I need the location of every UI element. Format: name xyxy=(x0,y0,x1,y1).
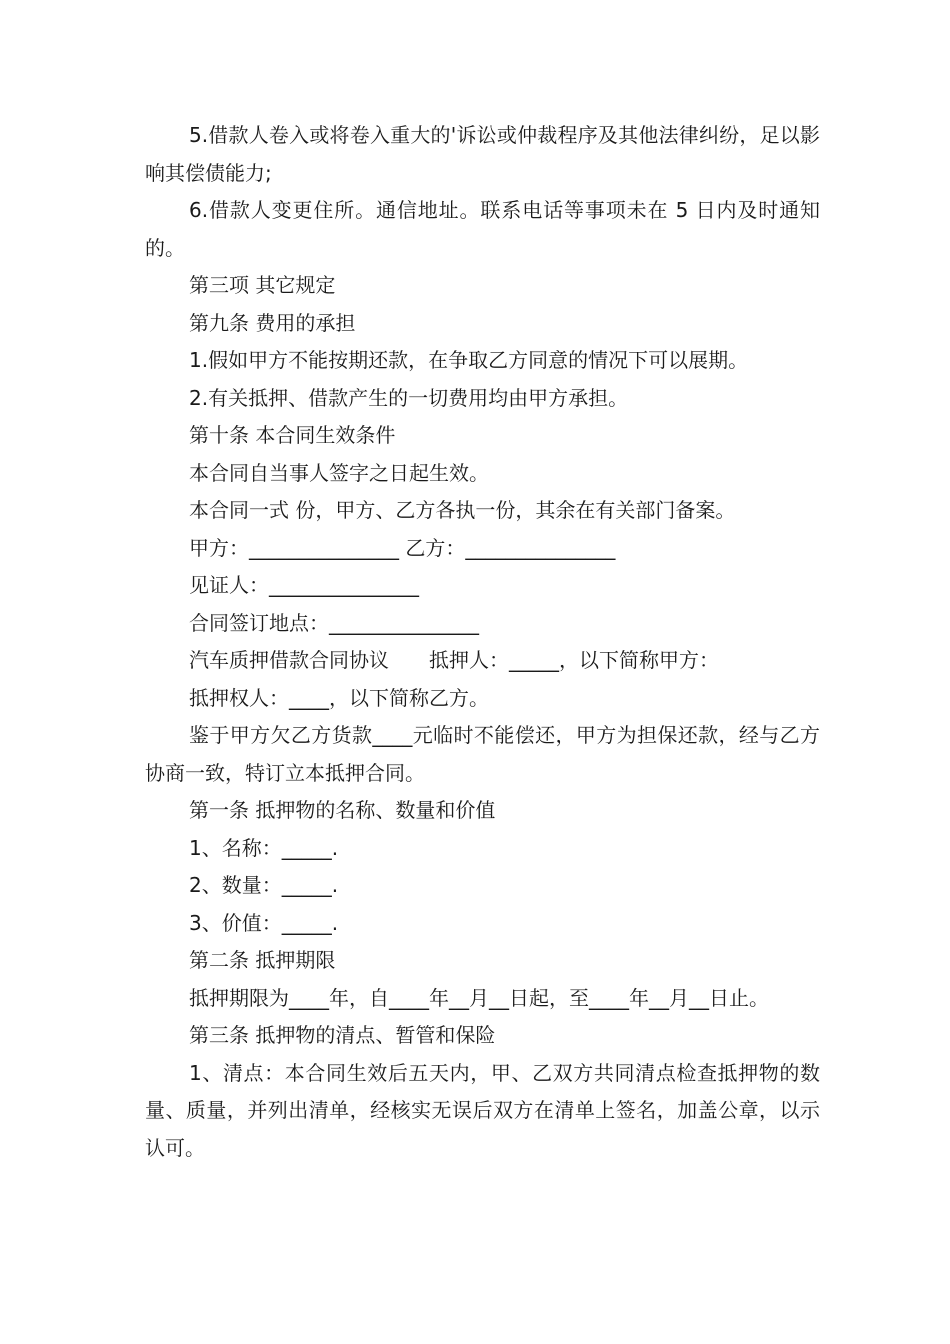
paragraph: 抵押期限为____年，自____年__月__日起，至____年__月__日止。 xyxy=(189,985,769,1010)
paragraph: 6.借款人变更住所。通信地址。联系电话等事项未在 5 日内及时通知的。 xyxy=(145,198,820,260)
article-heading: 第九条 费用的承担 xyxy=(189,310,356,335)
contract-title-line: 汽车质押借款合同协议 抵押人：_____，以下简称甲方： xyxy=(189,648,719,672)
paragraph: 本合同一式 份，甲方、乙方各执一份，其余在有关部门备案。 xyxy=(189,498,736,522)
section-heading: 第三项 其它规定 xyxy=(189,273,336,297)
signature-line: 甲方：_______________ 乙方：_______________ xyxy=(189,535,616,560)
mortgagee-line: 抵押权人：____，以下简称乙方。 xyxy=(189,685,489,710)
witness-line: 见证人：_______________ xyxy=(189,573,419,597)
article-heading: 第一条 抵押物的名称、数量和价值 xyxy=(189,798,496,822)
list-item: 3、价值：_____. xyxy=(189,910,339,935)
article-heading: 第三条 抵押物的清点、暂管和保险 xyxy=(189,1023,496,1047)
paragraph: 本合同自当事人签字之日起生效。 xyxy=(189,460,489,485)
article-heading: 第二条 抵押期限 xyxy=(189,948,336,972)
list-item: 1、名称：_____. xyxy=(189,835,339,860)
document-body xyxy=(145,117,820,1167)
paragraph: 鉴于甲方欠乙方货款____元临时不能偿还，甲方为担保还款，经与乙方协商一致，特订立本抵押合同。 xyxy=(145,723,820,785)
paragraph: 2.有关抵押、借款产生的一切费用均由甲方承担。 xyxy=(189,385,629,410)
paragraph: 5.借款人卷入或将卷入重大的'诉讼或仲裁程序及其他法律纠纷，足以影响其偿债能力; xyxy=(145,123,820,185)
signing-place-line: 合同签订地点：_______________ xyxy=(189,610,479,635)
article-heading: 第十条 本合同生效条件 xyxy=(189,423,396,447)
paragraph: 1、清点：本合同生效后五天内，甲、乙双方共同清点检查抵押物的数量、质量，并列出清单，经核实无误后双方在清单上签名，加盖公章，以示认可。 xyxy=(145,1060,820,1160)
list-item: 2、数量：_____. xyxy=(189,873,339,897)
paragraph: 1.假如甲方不能按期还款，在争取乙方同意的情况下可以展期。 xyxy=(189,348,749,372)
